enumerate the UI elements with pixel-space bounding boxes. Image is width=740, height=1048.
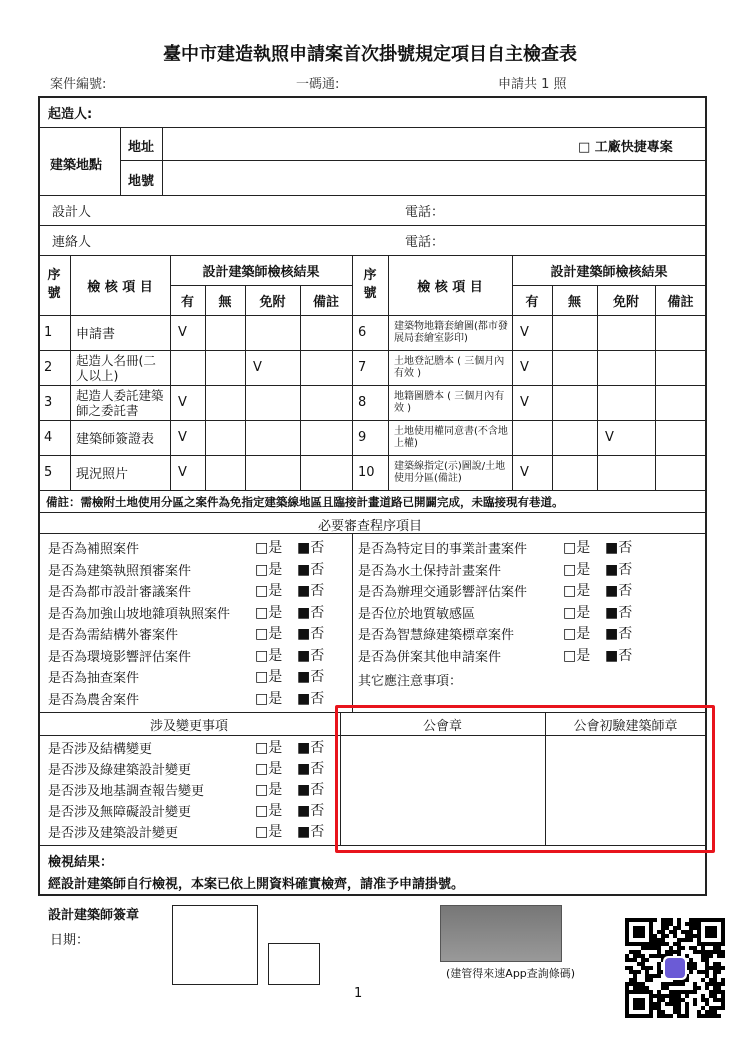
review-item: 是否為併案其他申請案件 (358, 649, 502, 665)
divider (597, 285, 598, 490)
change-item: 是否涉及綠建築設計變更 (48, 763, 192, 778)
col-header-2: 免附 (612, 294, 639, 310)
row-item: 地籍圖謄本 ( 三個月內有效 ) (394, 390, 505, 414)
review-item: 是否為需結構外審案件 (48, 628, 179, 643)
row-seq: 8 (358, 395, 367, 410)
col-header-0: 有 (525, 294, 539, 310)
other-notes-label: 其它應注意事項： (358, 674, 463, 689)
no-option[interactable]: ■否 (297, 540, 325, 556)
yes-option[interactable]: □是 (563, 647, 591, 664)
check-mark: V (178, 395, 187, 410)
no-option[interactable]: ■否 (297, 669, 325, 685)
row-item: 現況照片 (76, 467, 129, 482)
divider (120, 160, 706, 161)
item-header: 檢 核 項 目 (417, 279, 483, 295)
row-seq: 10 (358, 465, 375, 480)
review-item: 是否為水土保持計畫案件 (358, 563, 502, 579)
check-mark: V (178, 325, 187, 340)
apply-count: 申請共 1 照 (498, 77, 567, 92)
yes-option[interactable]: □是 (255, 782, 283, 798)
col-header-0: 有 (180, 294, 194, 310)
seq-header-text: 序 號 (363, 268, 377, 301)
divider (162, 127, 163, 195)
qr-code-icon (625, 918, 725, 1020)
no-option[interactable]: ■否 (297, 626, 325, 642)
date-label: 日期： (50, 933, 90, 948)
col-header-3: 備註 (667, 294, 694, 310)
factory-fast-track-checkbox[interactable]: □ 工廠快捷專案 (578, 140, 673, 155)
divider (38, 225, 706, 226)
divider (300, 285, 301, 490)
yes-option[interactable]: □是 (255, 669, 283, 685)
no-option[interactable]: ■否 (297, 561, 325, 578)
contact-label: 連絡人 (52, 235, 92, 250)
change-item: 是否涉及結構變更 (48, 742, 153, 757)
no-option[interactable]: ■否 (605, 647, 633, 664)
applicant-label: 起造人: (48, 107, 93, 122)
barcode-redacted (440, 905, 562, 962)
no-option[interactable]: ■否 (297, 604, 325, 621)
yes-option[interactable]: □是 (563, 561, 591, 578)
divider (655, 285, 656, 490)
row-item: 建築線指定(示)圖說/土地使用分區(備註) (394, 460, 506, 484)
app-caption: (建管得來速App查詢條碼) (446, 967, 576, 980)
signature-box (172, 905, 258, 985)
review-item: 是否為特定目的事業計畫案件 (358, 542, 528, 557)
row-item: 申請書 (76, 327, 116, 342)
row-item: 土地登記謄本 ( 三個月內有效 ) (394, 355, 505, 379)
divider (120, 127, 121, 195)
guild-stamp-label: 公會章 (422, 719, 462, 734)
check-mark: V (605, 430, 614, 445)
result-header: 設計建築師檢核結果 (202, 264, 320, 280)
address-label: 地址 (128, 140, 155, 155)
result-text: 經設計建築師自行檢視，本案已依上開資料確實檢齊，請准予申請掛號。 (48, 877, 465, 892)
yes-option[interactable]: □是 (255, 740, 283, 756)
lot-label: 地號 (128, 174, 155, 189)
no-option[interactable]: ■否 (605, 604, 633, 621)
location-label: 建築地點 (50, 158, 103, 173)
designer-phone-label: 電話： (405, 205, 445, 220)
yes-option[interactable]: □是 (563, 604, 591, 621)
row-seq: 6 (358, 325, 367, 340)
yes-option[interactable]: □是 (255, 803, 283, 819)
row-seq: 1 (44, 325, 53, 340)
row-seq: 9 (358, 430, 367, 445)
row-seq: 3 (44, 395, 53, 410)
col-header-3: 備註 (312, 294, 339, 310)
yes-option[interactable]: □是 (563, 626, 591, 642)
check-mark: V (178, 430, 187, 445)
no-option[interactable]: ■否 (297, 583, 325, 599)
check-mark: V (520, 360, 529, 375)
review-item: 是否為建築執照預審案件 (48, 563, 192, 579)
note-text: 備註：需檢附土地使用分區之案件為免指定建築線地區且臨接計畫道路已開闢完成，未臨接現有巷道。 (46, 495, 564, 509)
row-seq: 5 (44, 465, 53, 480)
row-item: 起造人名冊(二人以上) (76, 352, 156, 383)
seq-header (352, 255, 388, 315)
change-item: 是否涉及無障礙設計變更 (48, 805, 192, 820)
divider (352, 533, 353, 712)
yes-option[interactable]: □是 (255, 561, 283, 578)
result-label: 檢視結果： (48, 855, 114, 870)
check-mark: V (178, 465, 187, 480)
seq-header-text: 序 號 (47, 268, 61, 301)
col-header-1: 無 (218, 294, 232, 310)
review-item: 是否為抽查案件 (48, 671, 140, 686)
check-mark: V (253, 360, 262, 375)
review-item: 是否為農舍案件 (48, 692, 140, 708)
change-item: 是否涉及地基調查報告變更 (48, 784, 205, 799)
divider (38, 512, 706, 513)
no-option[interactable]: ■否 (297, 690, 325, 707)
divider (245, 285, 246, 490)
yes-option[interactable]: □是 (255, 626, 283, 642)
no-option[interactable]: ■否 (297, 824, 325, 840)
result-header: 設計建築師檢核結果 (550, 264, 668, 280)
no-option[interactable]: ■否 (297, 803, 325, 819)
seal-box (268, 943, 320, 985)
page-title: 臺中市建造執照申請案首次掛號規定項目自主檢查表 (163, 44, 577, 65)
no-option[interactable]: ■否 (297, 647, 325, 664)
review-item: 是否為補照案件 (48, 542, 140, 557)
no-option[interactable]: ■否 (297, 740, 325, 756)
one-stop-label: 一碼通: (296, 77, 340, 92)
review-item: 是否為環境影響評估案件 (48, 649, 192, 665)
yes-option[interactable]: □是 (255, 583, 283, 599)
row-seq: 7 (358, 360, 367, 375)
no-option[interactable]: ■否 (605, 583, 633, 599)
change-item: 是否涉及建築設計變更 (48, 826, 179, 841)
no-option[interactable]: ■否 (297, 761, 325, 777)
divider (38, 195, 706, 196)
page-number: 1 (354, 986, 363, 1001)
review-item: 是否為智慧綠建築標章案件 (358, 628, 515, 643)
yes-option[interactable]: □是 (255, 540, 283, 556)
review-item: 是否為加強山坡地雜項執照案件 (48, 606, 231, 622)
yes-option[interactable]: □是 (255, 604, 283, 621)
yes-option[interactable]: □是 (255, 824, 283, 840)
col-header-1: 無 (567, 294, 581, 310)
review-item: 是否為都市設計審議案件 (48, 585, 192, 600)
change-title: 涉及變更事項 (149, 719, 228, 734)
contact-phone-label: 電話： (405, 235, 445, 250)
yes-option[interactable]: □是 (563, 583, 591, 599)
item-header: 檢 核 項 目 (87, 279, 153, 295)
case-no-label: 案件編號: (50, 77, 107, 92)
review-item: 是否位於地質敏感區 (358, 606, 476, 622)
check-mark: V (520, 395, 529, 410)
col-header-2: 免附 (259, 294, 286, 310)
row-item: 土地使用權同意書(不含地上權) (394, 425, 508, 449)
designer-label: 設計人 (52, 205, 92, 220)
row-item: 建築物地籍套繪圖(都市發展局套繪室影印) (394, 320, 508, 344)
guild-architect-stamp-label: 公會初驗建築師章 (573, 719, 678, 734)
review-item: 是否為辦理交通影響評估案件 (358, 585, 528, 600)
row-item: 起造人委託建築師之委託書 (76, 387, 164, 418)
no-option[interactable]: ■否 (605, 561, 633, 578)
no-option[interactable]: ■否 (605, 626, 633, 642)
row-item: 建築師簽證表 (76, 432, 155, 447)
yes-option[interactable]: □是 (255, 647, 283, 664)
divider (552, 285, 553, 490)
highlight-box (335, 705, 715, 853)
divider (38, 490, 706, 491)
no-option[interactable]: ■否 (605, 540, 633, 556)
no-option[interactable]: ■否 (297, 782, 325, 798)
yes-option[interactable]: □是 (563, 540, 591, 556)
row-seq: 2 (44, 360, 53, 375)
check-mark: V (520, 465, 529, 480)
check-mark: V (520, 325, 529, 340)
divider (38, 127, 706, 128)
yes-option[interactable]: □是 (255, 761, 283, 777)
yes-option[interactable]: □是 (255, 690, 283, 707)
seq-header (38, 255, 70, 315)
signature-label: 設計建築師簽章 (48, 908, 140, 923)
row-seq: 4 (44, 430, 53, 445)
review-title: 必要審查程序項目 (317, 519, 422, 534)
